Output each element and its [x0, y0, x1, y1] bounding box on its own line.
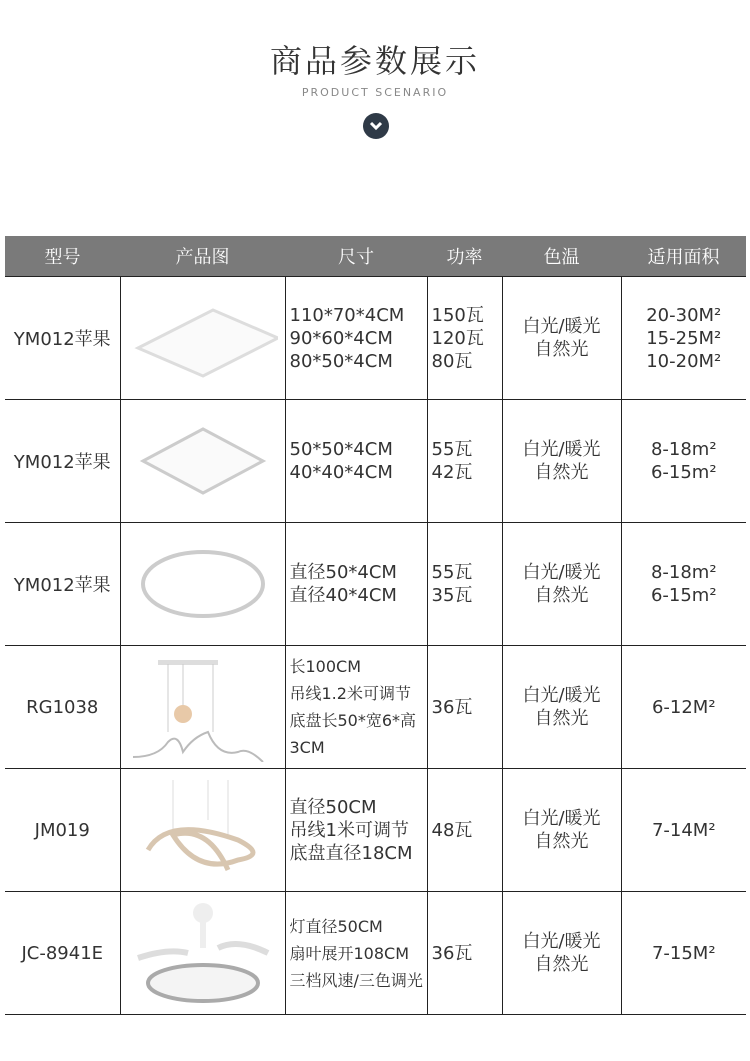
power-cell — [427, 892, 502, 1015]
column-header: 尺寸 — [285, 236, 427, 277]
size-cell — [285, 523, 427, 646]
color-temp-cell — [502, 892, 621, 1015]
size-value: 直径50CM — [289, 796, 377, 818]
area-cell — [621, 523, 746, 646]
page-subtitle: PRODUCT SCENARIO — [301, 86, 449, 99]
size-value: 长100CM — [289, 657, 362, 676]
area-value: 6-15m² — [650, 462, 717, 483]
model-cell: YM012苹果 — [5, 400, 120, 523]
size-cell — [285, 646, 427, 769]
column-header: 色温 — [502, 236, 621, 277]
size-cell — [285, 277, 427, 400]
rect-ceiling-light-icon — [125, 298, 281, 378]
power-value: 120瓦 — [431, 327, 484, 349]
power-cell — [427, 523, 502, 646]
size-value: 110*70*4CM — [289, 304, 405, 326]
size-value: 灯直径50CM — [289, 916, 383, 936]
color-temp-cell — [502, 277, 621, 400]
area-cell — [621, 892, 746, 1015]
area-cell — [621, 646, 746, 769]
color-temp-cell — [502, 523, 621, 646]
color-temp-value: 白光/暖光 — [522, 439, 601, 460]
model-cell: RG1038 — [5, 646, 120, 769]
size-value: 吊线1米可调节 — [289, 819, 409, 841]
area-value: 7-14M² — [651, 819, 716, 841]
area-value: 6-15m² — [650, 585, 717, 606]
size-value: 底盘长50*宽6*高 — [289, 711, 417, 730]
size-cell — [285, 400, 427, 523]
power-value: 35瓦 — [431, 585, 473, 606]
column-header: 产品图 — [120, 236, 285, 277]
fan-light-icon — [125, 898, 281, 1008]
model-cell: JM019 — [5, 769, 120, 892]
area-cell — [621, 277, 746, 400]
power-cell — [427, 400, 502, 523]
table-row — [5, 400, 746, 523]
pendant-light-icon — [125, 652, 281, 762]
model-cell: YM012苹果 — [5, 523, 120, 646]
color-temp-value: 自然光 — [534, 708, 589, 729]
area-value: 20-30M² — [646, 304, 722, 326]
area-cell — [621, 769, 746, 892]
size-value: 扇叶展开108CM — [289, 943, 410, 963]
product-spec-table — [5, 236, 746, 1015]
color-temp-value: 自然光 — [534, 831, 589, 852]
size-value: 吊线1.2米可调节 — [289, 684, 411, 703]
square-ceiling-light-icon — [125, 421, 281, 501]
chevron-down-icon[interactable] — [363, 113, 389, 139]
power-value: 55瓦 — [431, 439, 473, 460]
product-image — [120, 769, 285, 892]
size-value: 三档风速/三色调光 — [289, 970, 423, 990]
size-cell — [285, 892, 427, 1015]
round-ceiling-light-icon — [125, 544, 281, 624]
power-value: 42瓦 — [431, 462, 473, 483]
color-temp-value: 自然光 — [534, 339, 589, 360]
power-cell — [427, 769, 502, 892]
table-row — [5, 769, 746, 892]
power-value: 80瓦 — [431, 350, 473, 372]
column-header: 功率 — [427, 236, 502, 277]
power-value: 36瓦 — [431, 942, 473, 964]
color-temp-cell — [502, 769, 621, 892]
column-header: 适用面积 — [621, 236, 746, 277]
color-temp-cell — [502, 400, 621, 523]
color-temp-value: 白光/暖光 — [522, 685, 601, 706]
power-value: 48瓦 — [431, 819, 473, 841]
color-temp-value: 自然光 — [534, 954, 589, 975]
page-title: 商品参数展示 — [269, 42, 480, 80]
color-temp-value: 自然光 — [534, 462, 589, 483]
size-value: 直径50*4CM — [289, 562, 397, 583]
product-image — [120, 277, 285, 400]
size-value: 50*50*4CM — [289, 439, 393, 460]
table-row — [5, 277, 746, 400]
model-cell: YM012苹果 — [5, 277, 120, 400]
color-temp-cell — [502, 646, 621, 769]
color-temp-value: 白光/暖光 — [522, 562, 601, 583]
area-cell — [621, 400, 746, 523]
model-cell: JC-8941E — [5, 892, 120, 1015]
power-cell — [427, 646, 502, 769]
power-value: 36瓦 — [431, 696, 473, 718]
color-temp-value: 白光/暖光 — [522, 316, 601, 337]
product-image — [120, 400, 285, 523]
size-value: 40*40*4CM — [289, 462, 393, 483]
ring-pendant-light-icon — [125, 775, 281, 885]
size-value: 90*60*4CM — [289, 327, 393, 349]
area-value: 15-25M² — [646, 327, 722, 349]
area-value: 8-18m² — [650, 562, 717, 583]
table-row — [5, 892, 746, 1015]
area-value: 8-18m² — [650, 439, 717, 460]
color-temp-value: 白光/暖光 — [522, 931, 601, 952]
area-value: 10-20M² — [646, 350, 722, 372]
area-value: 6-12M² — [651, 696, 716, 718]
product-image — [120, 646, 285, 769]
color-temp-value: 白光/暖光 — [522, 808, 601, 829]
size-value: 直径40*4CM — [289, 585, 397, 606]
column-header: 型号 — [5, 236, 120, 277]
size-value: 底盘直径18CM — [289, 842, 413, 864]
color-temp-value: 自然光 — [534, 585, 589, 606]
table-row — [5, 523, 746, 646]
size-value: 80*50*4CM — [289, 350, 393, 372]
power-value: 55瓦 — [431, 562, 473, 583]
area-value: 7-15M² — [651, 942, 716, 964]
power-value: 150瓦 — [431, 304, 484, 326]
size-cell — [285, 769, 427, 892]
product-image — [120, 523, 285, 646]
size-value: 3CM — [289, 738, 325, 757]
power-cell — [427, 277, 502, 400]
product-image — [120, 892, 285, 1015]
table-row — [5, 646, 746, 769]
